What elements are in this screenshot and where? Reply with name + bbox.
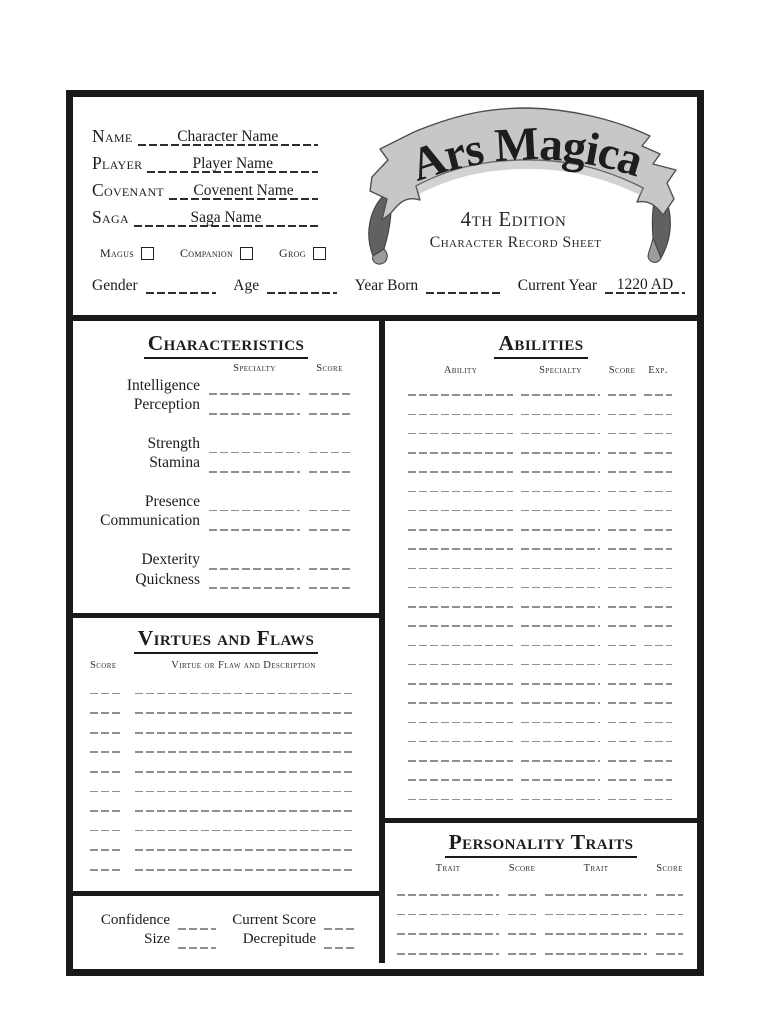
characteristic-row xyxy=(73,492,379,511)
trait-score-input-line-2[interactable] xyxy=(656,940,683,955)
ability-specialty-input-line[interactable] xyxy=(521,650,600,665)
name-input-line[interactable] xyxy=(138,119,318,146)
ability-row xyxy=(385,531,697,550)
trait-score-input-line-1[interactable] xyxy=(508,940,536,955)
ability-score-input-line[interactable] xyxy=(608,554,636,569)
ability-input-line[interactable] xyxy=(408,400,513,415)
ability-score-input-line[interactable] xyxy=(608,708,636,723)
specialty-input-line[interactable] xyxy=(209,438,300,453)
ability-row xyxy=(385,473,697,492)
right-column xyxy=(385,321,697,963)
sheet-header xyxy=(73,97,697,315)
ability-specialty-input-line[interactable] xyxy=(521,381,600,396)
score-input-line[interactable] xyxy=(309,458,350,473)
trait-input-line-2[interactable] xyxy=(545,920,647,935)
decrepitude-label: Decrepitude xyxy=(242,931,316,947)
saga-value: Saga Name xyxy=(190,208,262,226)
characteristics-rows xyxy=(73,376,379,589)
ability-specialty-input-line[interactable] xyxy=(521,689,600,704)
ability-input-line[interactable] xyxy=(408,612,513,627)
virtue-description-input-line[interactable] xyxy=(135,758,352,773)
ability-score-input-line[interactable] xyxy=(608,477,636,492)
ability-row xyxy=(385,781,697,800)
name-label: Name xyxy=(92,125,133,146)
characteristic-label: Dexterity xyxy=(141,551,200,569)
year-born-label: Year Born xyxy=(354,276,419,294)
ars-magica-logo xyxy=(358,103,695,271)
trait-input-line-2[interactable] xyxy=(545,881,647,896)
trait-column-header-1: Trait xyxy=(435,862,461,874)
ability-specialty-input-line[interactable] xyxy=(521,612,600,627)
character-type-row xyxy=(100,246,352,261)
ability-specialty-input-line[interactable] xyxy=(521,496,600,511)
virtue-score-input-line[interactable] xyxy=(90,699,122,714)
virtue-score-input-line[interactable] xyxy=(90,679,122,694)
virtue-flaw-row xyxy=(73,714,379,734)
trait-input-line-1[interactable] xyxy=(397,940,499,955)
personality-trait-row xyxy=(385,935,697,955)
personality-rows xyxy=(385,876,697,955)
ability-specialty-input-line[interactable] xyxy=(521,535,600,550)
characteristic-row xyxy=(73,376,379,395)
ability-exp-input-line[interactable] xyxy=(644,766,672,781)
ability-input-line[interactable] xyxy=(408,496,513,511)
ability-input-line[interactable] xyxy=(408,631,513,646)
virtues-rows xyxy=(73,675,379,871)
ability-input-line[interactable] xyxy=(408,766,513,781)
trait-input-line-1[interactable] xyxy=(397,900,499,915)
current-year-value: 1220 AD xyxy=(616,275,674,293)
ability-score-input-line[interactable] xyxy=(608,439,636,454)
age-field xyxy=(233,277,337,294)
ability-input-line[interactable] xyxy=(408,670,513,685)
personality-traits-section xyxy=(385,823,697,963)
characteristic-row xyxy=(73,395,379,414)
virtues-title: Virtues and Flaws xyxy=(134,626,319,654)
saga-field-row xyxy=(92,200,318,227)
covenant-label: Covenant xyxy=(92,179,165,200)
ability-input-line[interactable] xyxy=(408,689,513,704)
virtue-description-input-line[interactable] xyxy=(135,738,352,753)
ability-exp-input-line[interactable] xyxy=(644,747,672,762)
age-input-line[interactable] xyxy=(267,277,337,294)
virtue-flaw-row xyxy=(73,675,379,695)
virtues-column-headers xyxy=(73,660,379,671)
ability-specialty-input-line[interactable] xyxy=(521,419,600,434)
ability-exp-column-header: Exp. xyxy=(648,364,668,376)
magus-option xyxy=(100,246,154,261)
virtue-score-input-line[interactable] xyxy=(90,816,122,831)
ability-input-line[interactable] xyxy=(408,477,513,492)
specialty-input-line[interactable] xyxy=(209,574,300,589)
ability-specialty-input-line[interactable] xyxy=(521,554,600,569)
abilities-title: Abilities xyxy=(494,331,587,359)
ability-exp-input-line[interactable] xyxy=(644,535,672,550)
score-input-line[interactable] xyxy=(309,574,350,589)
virtue-flaw-row xyxy=(73,773,379,793)
ability-input-line[interactable] xyxy=(408,727,513,742)
characteristic-row xyxy=(73,434,379,453)
ability-exp-input-line[interactable] xyxy=(644,400,672,415)
ability-exp-input-line[interactable] xyxy=(644,439,672,454)
ability-row xyxy=(385,569,697,588)
characteristic-row xyxy=(73,511,379,530)
characteristic-label: Strength xyxy=(147,434,200,452)
gender-field xyxy=(92,277,216,294)
virtue-flaw-row xyxy=(73,812,379,832)
virtue-score-input-line[interactable] xyxy=(90,738,122,753)
characteristic-label: Perception xyxy=(133,396,200,413)
characteristic-label: Stamina xyxy=(149,454,200,472)
ability-row xyxy=(385,704,697,723)
score-column-header: Score xyxy=(316,362,343,374)
grog-label: Grog xyxy=(279,246,306,260)
abilities-rows xyxy=(385,377,697,801)
ability-score-input-line[interactable] xyxy=(608,381,636,396)
ability-specialty-input-line[interactable] xyxy=(521,727,600,742)
covenant-value: Covenent Name xyxy=(193,181,294,199)
saga-input-line[interactable] xyxy=(134,200,318,227)
virtue-description-input-line[interactable] xyxy=(135,816,352,831)
ability-score-input-line[interactable] xyxy=(608,727,636,742)
confidence-section xyxy=(73,896,379,963)
ability-input-line[interactable] xyxy=(408,516,513,531)
grog-option xyxy=(279,246,326,261)
ability-score-input-line[interactable] xyxy=(608,535,636,550)
ability-exp-input-line[interactable] xyxy=(644,670,672,685)
confidence-label: Confidence xyxy=(100,911,170,928)
current-score-input-line[interactable] xyxy=(324,915,357,930)
personality-trait-row xyxy=(385,876,697,896)
virtue-flaw-row xyxy=(73,734,379,754)
name-value: Character Name xyxy=(177,127,279,145)
virtue-flaw-row xyxy=(73,851,379,871)
ability-score-input-line[interactable] xyxy=(608,650,636,665)
score-input-line[interactable] xyxy=(309,438,350,453)
ability-score-input-line[interactable] xyxy=(608,458,636,473)
ability-exp-input-line[interactable] xyxy=(644,650,672,665)
ability-specialty-input-line[interactable] xyxy=(521,631,600,646)
ability-input-line[interactable] xyxy=(408,439,513,454)
ability-score-input-line[interactable] xyxy=(608,516,636,531)
specialty-input-line[interactable] xyxy=(209,380,300,395)
ability-score-input-line[interactable] xyxy=(608,496,636,511)
logo-wordmark: Ars Magica xyxy=(404,117,649,192)
ability-score-input-line[interactable] xyxy=(608,689,636,704)
gender-input-line[interactable] xyxy=(146,277,216,294)
sheet-body xyxy=(73,315,697,963)
ability-exp-input-line[interactable] xyxy=(644,612,672,627)
ability-input-line[interactable] xyxy=(408,593,513,608)
personality-trait-row xyxy=(385,896,697,916)
ability-row xyxy=(385,762,697,781)
companion-label: Companion xyxy=(179,246,234,260)
virtue-description-column-header: Virtue or Flaw and Description xyxy=(171,659,316,671)
virtue-description-input-line[interactable] xyxy=(135,719,352,734)
personality-column-headers xyxy=(385,863,697,874)
ability-input-line[interactable] xyxy=(408,708,513,723)
ability-input-line[interactable] xyxy=(408,419,513,434)
ability-specialty-input-line[interactable] xyxy=(521,708,600,723)
name-field-row xyxy=(92,119,318,146)
size-row xyxy=(73,930,379,950)
ability-exp-input-line[interactable] xyxy=(644,708,672,723)
ability-row xyxy=(385,685,697,704)
virtue-score-column-header: Score xyxy=(90,659,117,671)
size-input-line[interactable] xyxy=(178,934,216,949)
magus-checkbox[interactable] xyxy=(141,247,154,260)
ability-row xyxy=(385,608,697,627)
ability-specialty-input-line[interactable] xyxy=(521,593,600,608)
ability-input-line[interactable] xyxy=(408,785,513,800)
decrepitude-input-line[interactable] xyxy=(324,934,357,949)
year-born-input-line[interactable] xyxy=(426,277,500,294)
current-score-label: Current Score xyxy=(232,911,316,928)
specialty-input-line[interactable] xyxy=(209,458,300,473)
ability-specialty-input-line[interactable] xyxy=(521,670,600,685)
player-input-line[interactable] xyxy=(147,146,318,173)
current-year-label: Current Year xyxy=(517,276,597,294)
ability-score-input-line[interactable] xyxy=(608,593,636,608)
ability-score-input-line[interactable] xyxy=(608,400,636,415)
ability-score-input-line[interactable] xyxy=(608,785,636,800)
record-sheet-subtitle: Character Record Sheet xyxy=(429,234,602,251)
score-input-line[interactable] xyxy=(309,380,350,395)
virtue-flaw-row xyxy=(73,831,379,851)
ability-score-input-line[interactable] xyxy=(608,573,636,588)
virtue-score-input-line[interactable] xyxy=(90,719,122,734)
ability-score-input-line[interactable] xyxy=(608,631,636,646)
ability-exp-input-line[interactable] xyxy=(644,554,672,569)
ability-row xyxy=(385,492,697,511)
score-input-line[interactable] xyxy=(309,555,350,570)
trait-input-line-2[interactable] xyxy=(545,900,647,915)
characteristic-label: Presence xyxy=(144,492,200,510)
virtues-flaws-section xyxy=(73,618,379,891)
ability-exp-input-line[interactable] xyxy=(644,631,672,646)
virtue-score-input-line[interactable] xyxy=(90,836,122,851)
current-year-input-line[interactable] xyxy=(605,277,685,294)
virtue-description-input-line[interactable] xyxy=(135,836,352,851)
characteristics-column-headers xyxy=(73,363,379,374)
abilities-section xyxy=(385,321,697,818)
virtue-score-input-line[interactable] xyxy=(90,777,122,792)
player-label: Player xyxy=(92,152,143,173)
ability-row xyxy=(385,550,697,569)
ability-exp-input-line[interactable] xyxy=(644,381,672,396)
ability-score-column-header: Score xyxy=(608,364,636,376)
trait-score-input-line-1[interactable] xyxy=(508,881,536,896)
ability-score-input-line[interactable] xyxy=(608,747,636,762)
ability-input-line[interactable] xyxy=(408,554,513,569)
trait-score-input-line-1[interactable] xyxy=(508,900,536,915)
ability-exp-input-line[interactable] xyxy=(644,419,672,434)
virtue-description-input-line[interactable] xyxy=(135,699,352,714)
virtue-description-input-line[interactable] xyxy=(135,797,352,812)
specialty-input-line[interactable] xyxy=(209,555,300,570)
ability-row xyxy=(385,396,697,415)
demographics-row xyxy=(92,271,685,294)
ability-exp-input-line[interactable] xyxy=(644,593,672,608)
ability-row xyxy=(385,377,697,396)
ability-exp-input-line[interactable] xyxy=(644,496,672,511)
gender-label: Gender xyxy=(92,276,138,294)
score-input-line[interactable] xyxy=(309,496,350,511)
characteristic-row xyxy=(73,550,379,569)
ability-exp-input-line[interactable] xyxy=(644,516,672,531)
ability-input-line[interactable] xyxy=(408,573,513,588)
characteristics-title: Characteristics xyxy=(144,331,309,359)
ability-exp-input-line[interactable] xyxy=(644,689,672,704)
specialty-input-line[interactable] xyxy=(209,400,300,415)
specialty-column-header: Specialty xyxy=(233,362,276,374)
virtue-flaw-row xyxy=(73,792,379,812)
companion-option xyxy=(180,246,253,261)
left-column xyxy=(73,321,379,963)
ability-exp-input-line[interactable] xyxy=(644,727,672,742)
player-value: Player Name xyxy=(192,154,273,172)
ability-input-line[interactable] xyxy=(408,747,513,762)
trait-score-input-line-2[interactable] xyxy=(656,881,683,896)
ability-input-line[interactable] xyxy=(408,381,513,396)
ability-score-input-line[interactable] xyxy=(608,612,636,627)
ability-score-input-line[interactable] xyxy=(608,670,636,685)
trait-score-column-header-1: Score xyxy=(508,862,536,874)
trait-input-line-1[interactable] xyxy=(397,920,499,935)
virtue-description-input-line[interactable] xyxy=(135,777,352,792)
ability-specialty-column-header: Specialty xyxy=(539,364,582,376)
specialty-input-line[interactable] xyxy=(209,516,300,531)
ability-input-line[interactable] xyxy=(408,535,513,550)
ability-exp-input-line[interactable] xyxy=(644,477,672,492)
ability-row xyxy=(385,627,697,646)
year-born-field xyxy=(355,277,500,294)
ability-row xyxy=(385,511,697,530)
ability-row xyxy=(385,454,697,473)
characteristic-row xyxy=(73,453,379,472)
ability-row xyxy=(385,434,697,453)
abilities-column-headers xyxy=(385,365,697,376)
personality-trait-row xyxy=(385,915,697,935)
ability-row xyxy=(385,723,697,742)
ability-specialty-input-line[interactable] xyxy=(521,458,600,473)
ability-column-header: Ability xyxy=(443,364,478,376)
virtue-score-input-line[interactable] xyxy=(90,856,122,871)
virtue-score-input-line[interactable] xyxy=(90,797,122,812)
score-input-line[interactable] xyxy=(309,400,350,415)
trait-input-line-1[interactable] xyxy=(397,881,499,896)
ability-specialty-input-line[interactable] xyxy=(521,400,600,415)
trait-score-column-header-2: Score xyxy=(656,862,683,874)
trait-input-line-2[interactable] xyxy=(545,940,647,955)
edition-text: 4th Edition xyxy=(460,207,567,231)
character-record-sheet xyxy=(66,90,704,976)
characteristic-label: Communication xyxy=(100,512,200,530)
ability-input-line[interactable] xyxy=(408,650,513,665)
magus-label: Magus xyxy=(100,246,134,260)
ability-specialty-input-line[interactable] xyxy=(521,747,600,762)
ability-specialty-input-line[interactable] xyxy=(521,439,600,454)
ability-specialty-input-line[interactable] xyxy=(521,785,600,800)
score-input-line[interactable] xyxy=(309,516,350,531)
trait-score-input-line-2[interactable] xyxy=(656,900,683,915)
trait-score-input-line-1[interactable] xyxy=(508,920,536,935)
virtue-score-input-line[interactable] xyxy=(90,758,122,773)
current-year-field xyxy=(518,277,685,294)
ability-input-line[interactable] xyxy=(408,458,513,473)
age-label: Age xyxy=(233,276,260,294)
ability-exp-input-line[interactable] xyxy=(644,458,672,473)
ability-row xyxy=(385,646,697,665)
virtue-description-input-line[interactable] xyxy=(135,679,352,694)
covenant-field-row xyxy=(92,173,318,200)
characteristic-row xyxy=(73,570,379,589)
virtue-description-input-line[interactable] xyxy=(135,856,352,871)
ability-row xyxy=(385,665,697,684)
ability-row xyxy=(385,415,697,434)
personality-title: Personality Traits xyxy=(445,830,638,858)
companion-checkbox[interactable] xyxy=(240,247,253,260)
ability-specialty-input-line[interactable] xyxy=(521,766,600,781)
identity-fields xyxy=(92,119,318,227)
virtue-flaw-row xyxy=(73,753,379,773)
ability-specialty-input-line[interactable] xyxy=(521,477,600,492)
characteristics-section xyxy=(73,321,379,613)
ability-row xyxy=(385,588,697,607)
ability-specialty-input-line[interactable] xyxy=(521,573,600,588)
size-label: Size xyxy=(144,931,170,947)
trait-column-header-2: Trait xyxy=(583,862,609,874)
covenant-input-line[interactable] xyxy=(169,173,318,200)
ability-score-input-line[interactable] xyxy=(608,419,636,434)
saga-label: Saga xyxy=(92,206,129,227)
player-field-row xyxy=(92,146,318,173)
ability-exp-input-line[interactable] xyxy=(644,785,672,800)
characteristic-label: Intelligence xyxy=(126,376,200,394)
ability-score-input-line[interactable] xyxy=(608,766,636,781)
specialty-input-line[interactable] xyxy=(209,496,300,511)
confidence-input-line[interactable] xyxy=(178,915,216,930)
characteristic-label: Quickness xyxy=(135,570,200,588)
trait-score-input-line-2[interactable] xyxy=(656,920,683,935)
grog-checkbox[interactable] xyxy=(313,247,326,260)
ability-specialty-input-line[interactable] xyxy=(521,516,600,531)
confidence-row xyxy=(73,910,379,930)
ability-row xyxy=(385,742,697,761)
ability-exp-input-line[interactable] xyxy=(644,573,672,588)
virtue-flaw-row xyxy=(73,694,379,714)
